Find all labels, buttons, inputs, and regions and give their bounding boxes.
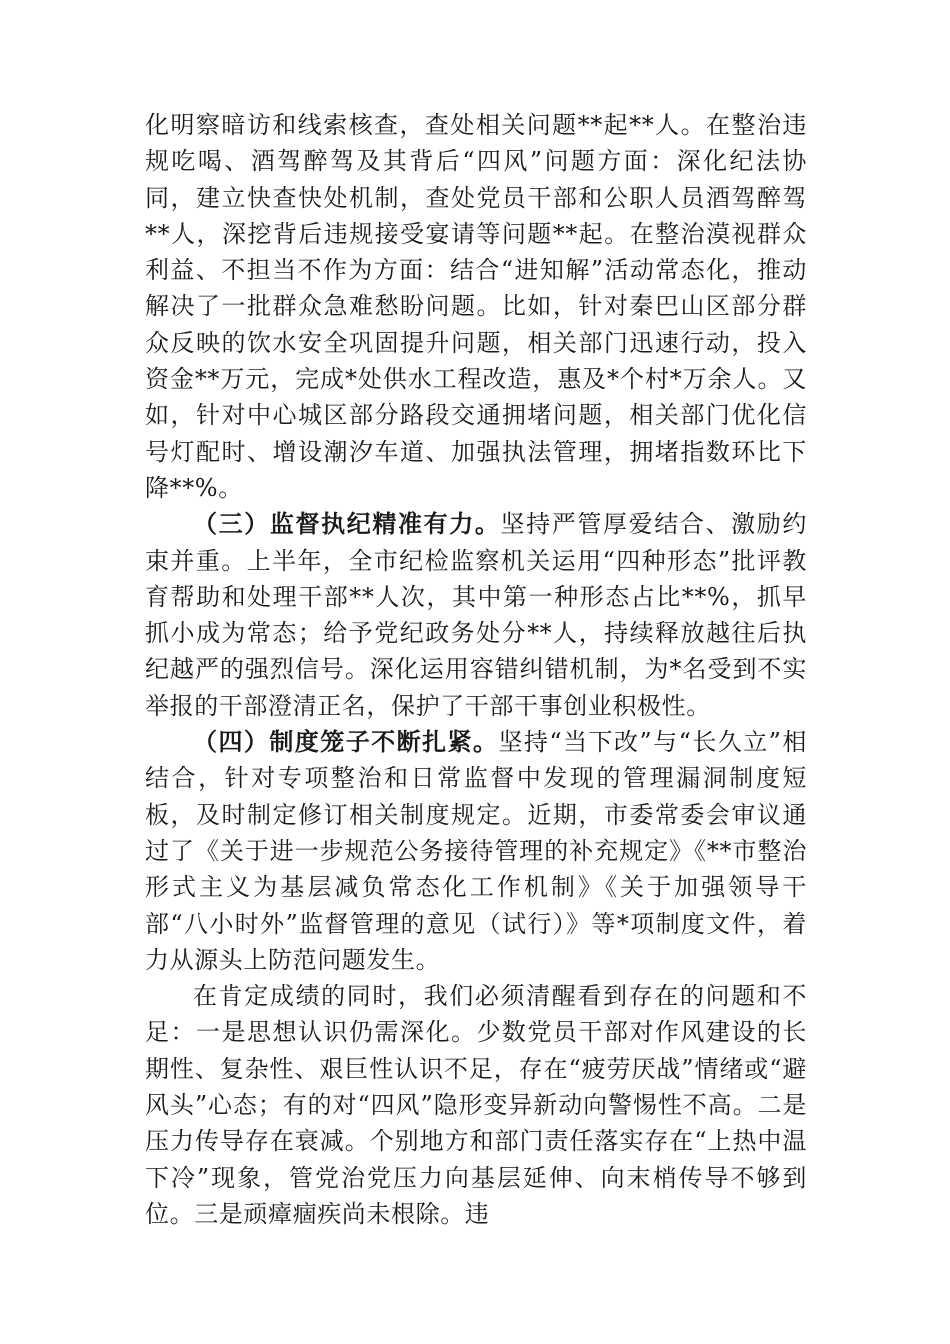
paragraph-text: 在肯定成绩的同时，我们必须清醒看到存在的问题和不足：一是思想认识仍需深化。少数党员干部对作风建设的长期性、复杂性、艰巨性认识不足，存在“疲劳厌战”情绪或“避风头”心态；有的对“四风”隐形变异新动向警惕性不高。二是压力传导存在衰减。个别地方和部门责任落实存在“上热中温下冷”现象，管党治党压力向基层延伸、向末梢传导不够到位。三是顽瘴痼疾尚未根除。违 — [145, 982, 807, 1228]
paragraph-continuation — [145, 107, 807, 506]
paragraph-system — [145, 724, 807, 978]
document-body — [145, 107, 807, 1232]
paragraph-text: 坚持严管厚爱结合、激励约束并重。上半年，全市纪检监察机关运用“四种形态”批评教育帮助和处理干部**人次，其中第一种形态占比**%，抓早抓小成为常态；给予党纪政务处分**人，持续释放越往后执纪越严的强烈信号。深化运用容错纠错机制，为*名受到不实举报的干部澄清正名，保护了干部干事创业积极性。 — [145, 510, 807, 720]
paragraph-problems — [145, 978, 807, 1232]
paragraph-supervision — [145, 506, 807, 724]
paragraph-text: 坚持“当下改”与“长久立”相结合，针对专项整治和日常监督中发现的管理漏洞制度短板，及时制定修订相关制度规定。近期，市委常委会审议通过了《关于进一步规范公务接待管理的补充规定》《**市整治形式主义为基层减负常态化工作机制》《关于加强领导干部“八小时外”监督管理的意见（试行）》等*项制度文件，着力从源头上防范问题发生。 — [145, 728, 807, 974]
paragraph-heading: （三）监督执纪精准有力。 — [193, 509, 501, 539]
paragraph-heading: （四）制度笼子不断扎紧。 — [193, 727, 499, 757]
paragraph-text: 化明察暗访和线索核查，查处相关问题**起**人。在整治违规吃喝、酒驾醉驾及其背后“四风”问题方面：深化纪法协同，建立快查快处机制，查处党员干部和公职人员酒驾醉驾**人，深挖背后违规接受宴请等问题**起。在整治漠视群众利益、不担当不作为方面：结合“进知解”活动常态化，推动解决了一批群众急难愁盼问题。比如，针对秦巴山区部分群众反映的饮水安全巩固提升问题，相关部门迅速行动，投入资金**万元，完成*处供水工程改造，惠及*个村*万余人。又如，针对中心城区部分路段交通拥堵问题，相关部门优化信号灯配时、增设潮汐车道、加强执法管理，拥堵指数环比下降**%。 — [145, 111, 807, 502]
